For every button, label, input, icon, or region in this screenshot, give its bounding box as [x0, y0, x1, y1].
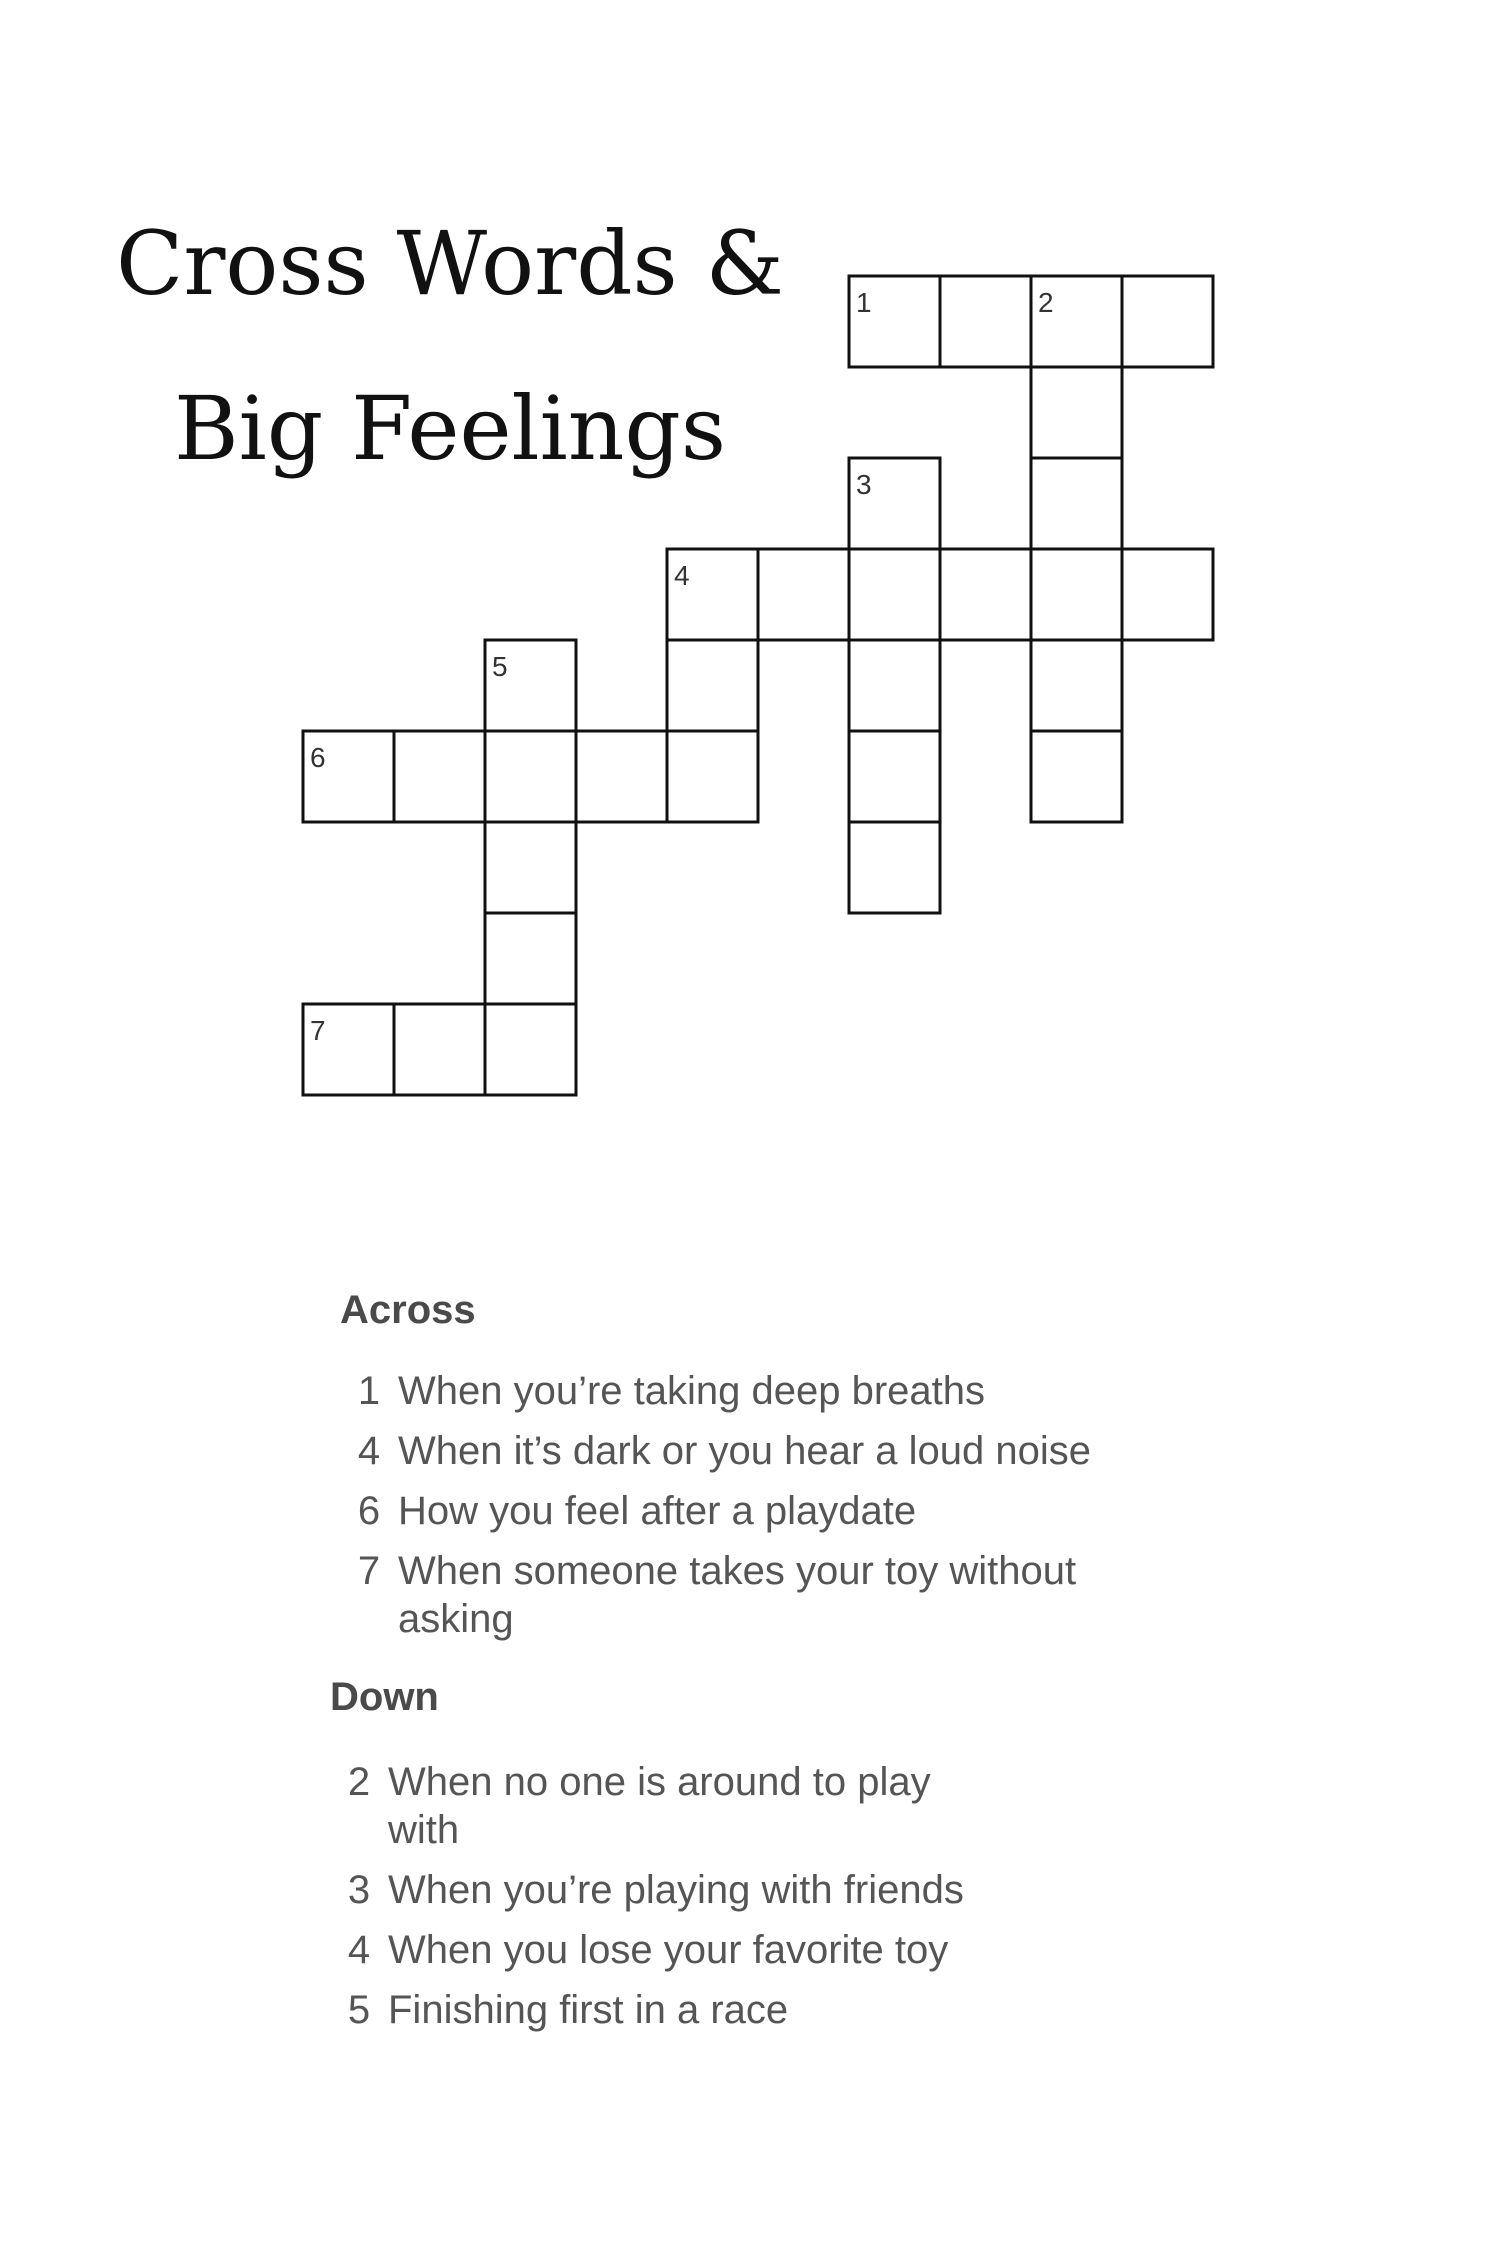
down-clue-list	[330, 1758, 1230, 2034]
crossword-cell[interactable]	[940, 549, 1031, 640]
clue-number: 1	[357, 1369, 381, 1413]
cell-number: 5	[492, 651, 508, 682]
across-heading: Across	[340, 1288, 476, 1332]
cell-number: 6	[310, 742, 326, 773]
clue-number: 3	[347, 1868, 371, 1912]
crossword-cell[interactable]	[1122, 276, 1213, 367]
crossword-cell[interactable]	[1031, 458, 1122, 549]
crossword-cell[interactable]	[1031, 367, 1122, 458]
crossword-cell[interactable]	[485, 913, 576, 1004]
clue-number: 4	[357, 1429, 381, 1473]
clue-item	[330, 1758, 1230, 1854]
clue-item	[340, 1487, 1240, 1535]
crossword-cell[interactable]	[1031, 640, 1122, 731]
cell-number: 7	[310, 1015, 326, 1046]
crossword-cell[interactable]	[940, 276, 1031, 367]
across-clue-list	[340, 1367, 1240, 1643]
crossword-cell[interactable]	[576, 731, 667, 822]
crossword-cell[interactable]	[667, 731, 758, 822]
clue-item	[340, 1367, 1240, 1415]
crossword-cell[interactable]	[1031, 549, 1122, 640]
clue-text: When you’re taking deep breaths	[398, 1369, 986, 1413]
crossword-cell[interactable]	[849, 640, 940, 731]
down-clues	[330, 1675, 1230, 2046]
clue-text: When it’s dark or you hear a loud noise	[398, 1429, 1091, 1473]
clue-number: 4	[347, 1928, 371, 1972]
clue-item	[330, 1926, 1230, 1974]
clue-text: How you feel after a playdate	[398, 1489, 917, 1533]
crossword-cell[interactable]	[485, 822, 576, 913]
cell-number: 3	[856, 469, 872, 500]
crossword-cell[interactable]	[1122, 549, 1213, 640]
crossword-cell[interactable]	[1031, 731, 1122, 822]
crossword-cell[interactable]	[849, 822, 940, 913]
crossword-cell[interactable]	[394, 1004, 485, 1095]
crossword-cell[interactable]	[849, 549, 940, 640]
clue-number: 6	[357, 1489, 381, 1533]
clue-text: When no one is around to play with	[388, 1760, 931, 1852]
clue-number: 7	[357, 1549, 381, 1593]
crossword-cell[interactable]	[758, 549, 849, 640]
clue-item	[340, 1547, 1240, 1643]
clue-item	[330, 1986, 1230, 2034]
down-heading: Down	[330, 1675, 439, 1719]
clue-text: When someone takes your toy without asking	[398, 1549, 1077, 1641]
cell-number: 4	[674, 560, 690, 591]
crossword-cell[interactable]	[485, 731, 576, 822]
cell-number: 2	[1038, 287, 1054, 318]
cell-number: 1	[856, 287, 872, 318]
crossword-cell[interactable]	[485, 1004, 576, 1095]
crossword-cell[interactable]	[849, 731, 940, 822]
crossword-cell[interactable]	[394, 731, 485, 822]
clue-number: 2	[347, 1760, 371, 1804]
crossword-cell[interactable]	[667, 640, 758, 731]
page-title-line-2: Big Feelings	[174, 377, 726, 480]
clue-text: When you’re playing with friends	[388, 1868, 964, 1912]
clue-item	[330, 1866, 1230, 1914]
across-clues	[340, 1288, 1240, 1655]
clue-item	[340, 1427, 1240, 1475]
page-title-line-1: Cross Words &	[116, 212, 784, 315]
clue-text: When you lose your favorite toy	[388, 1928, 949, 1972]
clue-text: Finishing first in a race	[388, 1988, 789, 2032]
clue-number: 5	[347, 1988, 371, 2032]
